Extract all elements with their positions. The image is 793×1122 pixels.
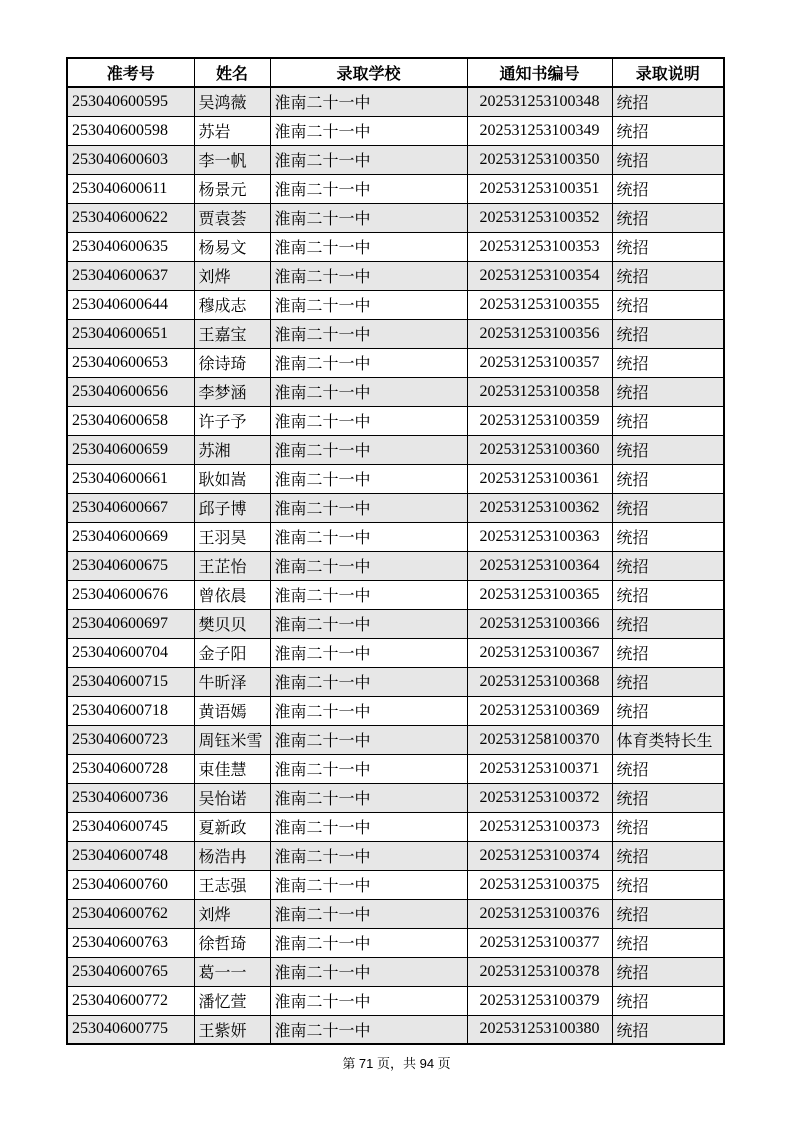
cell-exam-number: 253040600765: [67, 957, 194, 986]
table-row: [67, 609, 724, 638]
cell-name: 邱子博: [194, 493, 270, 522]
cell-exam-number: 253040600718: [67, 696, 194, 725]
cell-notice-number: 202531253100357: [467, 348, 612, 377]
cell-notice-number: 202531253100356: [467, 319, 612, 348]
cell-admission-type: 体育类特长生: [612, 725, 724, 754]
cell-admission-type: 统招: [612, 667, 724, 696]
table-row: [67, 667, 724, 696]
cell-name: 杨易文: [194, 232, 270, 261]
cell-admission-type: 统招: [612, 609, 724, 638]
cell-notice-number: 202531253100351: [467, 174, 612, 203]
cell-school: 淮南二十一中: [270, 377, 467, 406]
cell-name: 李一帆: [194, 145, 270, 174]
table-body: [67, 87, 724, 1044]
table-row: [67, 725, 724, 754]
cell-school: 淮南二十一中: [270, 928, 467, 957]
table-row: [67, 435, 724, 464]
cell-admission-type: 统招: [612, 986, 724, 1015]
cell-admission-type: 统招: [612, 580, 724, 609]
cell-notice-number: 202531253100362: [467, 493, 612, 522]
cell-school: 淮南二十一中: [270, 261, 467, 290]
cell-exam-number: 253040600676: [67, 580, 194, 609]
cell-exam-number: 253040600736: [67, 783, 194, 812]
cell-school: 淮南二十一中: [270, 406, 467, 435]
cell-exam-number: 253040600635: [67, 232, 194, 261]
table-row: [67, 87, 724, 116]
table-row: [67, 928, 724, 957]
cell-notice-number: 202531253100374: [467, 841, 612, 870]
cell-admission-type: 统招: [612, 435, 724, 464]
cell-name: 曾依晨: [194, 580, 270, 609]
table-row: [67, 174, 724, 203]
cell-name: 周钰米雪: [194, 725, 270, 754]
cell-admission-type: 统招: [612, 377, 724, 406]
cell-school: 淮南二十一中: [270, 435, 467, 464]
cell-admission-type: 统招: [612, 1015, 724, 1044]
cell-exam-number: 253040600659: [67, 435, 194, 464]
table-row: [67, 580, 724, 609]
cell-admission-type: 统招: [612, 116, 724, 145]
cell-admission-type: 统招: [612, 290, 724, 319]
col-header-exam-number: 准考号: [67, 58, 194, 87]
cell-notice-number: 202531253100376: [467, 899, 612, 928]
table-row: [67, 551, 724, 580]
table-row: [67, 406, 724, 435]
cell-school: 淮南二十一中: [270, 696, 467, 725]
cell-name: 贾袁荟: [194, 203, 270, 232]
table-row: [67, 493, 724, 522]
page-footer: 第 71 页，共 94 页: [342, 1056, 451, 1071]
cell-school: 淮南二十一中: [270, 754, 467, 783]
cell-school: 淮南二十一中: [270, 319, 467, 348]
cell-exam-number: 253040600723: [67, 725, 194, 754]
cell-admission-type: 统招: [612, 493, 724, 522]
cell-admission-type: 统招: [612, 783, 724, 812]
cell-school: 淮南二十一中: [270, 464, 467, 493]
cell-exam-number: 253040600651: [67, 319, 194, 348]
cell-exam-number: 253040600704: [67, 638, 194, 667]
cell-admission-type: 统招: [612, 696, 724, 725]
cell-admission-type: 统招: [612, 232, 724, 261]
table-row: [67, 812, 724, 841]
cell-exam-number: 253040600675: [67, 551, 194, 580]
cell-name: 杨景元: [194, 174, 270, 203]
cell-notice-number: 202531253100359: [467, 406, 612, 435]
cell-admission-type: 统招: [612, 261, 724, 290]
table-row: [67, 464, 724, 493]
cell-admission-type: 统招: [612, 319, 724, 348]
header-row: [67, 58, 724, 87]
cell-school: 淮南二十一中: [270, 174, 467, 203]
cell-school: 淮南二十一中: [270, 348, 467, 377]
cell-name: 刘烨: [194, 261, 270, 290]
cell-school: 淮南二十一中: [270, 638, 467, 667]
cell-notice-number: 202531253100352: [467, 203, 612, 232]
cell-exam-number: 253040600667: [67, 493, 194, 522]
cell-name: 刘烨: [194, 899, 270, 928]
cell-admission-type: 统招: [612, 87, 724, 116]
cell-school: 淮南二十一中: [270, 203, 467, 232]
cell-name: 穆成志: [194, 290, 270, 319]
cell-exam-number: 253040600653: [67, 348, 194, 377]
cell-notice-number: 202531253100369: [467, 696, 612, 725]
cell-school: 淮南二十一中: [270, 783, 467, 812]
cell-school: 淮南二十一中: [270, 493, 467, 522]
cell-exam-number: 253040600760: [67, 870, 194, 899]
cell-exam-number: 253040600772: [67, 986, 194, 1015]
cell-admission-type: 统招: [612, 406, 724, 435]
cell-exam-number: 253040600611: [67, 174, 194, 203]
table-row: [67, 841, 724, 870]
cell-school: 淮南二十一中: [270, 116, 467, 145]
cell-name: 王嘉宝: [194, 319, 270, 348]
cell-notice-number: 202531253100354: [467, 261, 612, 290]
cell-notice-number: 202531253100365: [467, 580, 612, 609]
cell-notice-number: 202531253100378: [467, 957, 612, 986]
cell-school: 淮南二十一中: [270, 870, 467, 899]
cell-exam-number: 253040600745: [67, 812, 194, 841]
cell-notice-number: 202531253100361: [467, 464, 612, 493]
cell-school: 淮南二十一中: [270, 986, 467, 1015]
cell-exam-number: 253040600661: [67, 464, 194, 493]
cell-name: 王芷怡: [194, 551, 270, 580]
cell-notice-number: 202531253100355: [467, 290, 612, 319]
cell-notice-number: 202531253100358: [467, 377, 612, 406]
cell-admission-type: 统招: [612, 841, 724, 870]
cell-name: 王紫妍: [194, 1015, 270, 1044]
cell-notice-number: 202531253100348: [467, 87, 612, 116]
cell-admission-type: 统招: [612, 812, 724, 841]
cell-admission-type: 统招: [612, 957, 724, 986]
cell-notice-number: 202531253100350: [467, 145, 612, 174]
table-row: [67, 145, 724, 174]
cell-notice-number: 202531253100360: [467, 435, 612, 464]
cell-name: 吴怡诺: [194, 783, 270, 812]
table-row: [67, 116, 724, 145]
table-row: [67, 348, 724, 377]
admission-table: [66, 57, 725, 1045]
col-header-name: 姓名: [194, 58, 270, 87]
cell-notice-number: 202531253100373: [467, 812, 612, 841]
cell-school: 淮南二十一中: [270, 87, 467, 116]
cell-admission-type: 统招: [612, 203, 724, 232]
cell-name: 李梦涵: [194, 377, 270, 406]
table-row: [67, 986, 724, 1015]
cell-exam-number: 253040600697: [67, 609, 194, 638]
cell-name: 杨浩冉: [194, 841, 270, 870]
cell-notice-number: 202531253100377: [467, 928, 612, 957]
cell-school: 淮南二十一中: [270, 290, 467, 319]
cell-notice-number: 202531253100353: [467, 232, 612, 261]
cell-name: 徐诗琦: [194, 348, 270, 377]
cell-admission-type: 统招: [612, 551, 724, 580]
cell-school: 淮南二十一中: [270, 145, 467, 174]
cell-admission-type: 统招: [612, 899, 724, 928]
cell-admission-type: 统招: [612, 145, 724, 174]
cell-exam-number: 253040600622: [67, 203, 194, 232]
cell-notice-number: 202531258100370: [467, 725, 612, 754]
cell-exam-number: 253040600644: [67, 290, 194, 319]
cell-school: 淮南二十一中: [270, 841, 467, 870]
cell-school: 淮南二十一中: [270, 609, 467, 638]
table-row: [67, 232, 724, 261]
cell-school: 淮南二十一中: [270, 725, 467, 754]
cell-school: 淮南二十一中: [270, 812, 467, 841]
cell-admission-type: 统招: [612, 928, 724, 957]
cell-notice-number: 202531253100364: [467, 551, 612, 580]
col-header-school: 录取学校: [270, 58, 467, 87]
cell-school: 淮南二十一中: [270, 1015, 467, 1044]
cell-exam-number: 253040600762: [67, 899, 194, 928]
col-header-notice-number: 通知书编号: [467, 58, 612, 87]
cell-notice-number: 202531253100380: [467, 1015, 612, 1044]
table-row: [67, 870, 724, 899]
col-header-admission-type: 录取说明: [612, 58, 724, 87]
cell-admission-type: 统招: [612, 522, 724, 551]
table-row: [67, 377, 724, 406]
table-row: [67, 261, 724, 290]
cell-notice-number: 202531253100372: [467, 783, 612, 812]
cell-admission-type: 统招: [612, 754, 724, 783]
cell-name: 许子予: [194, 406, 270, 435]
cell-name: 夏新政: [194, 812, 270, 841]
cell-school: 淮南二十一中: [270, 522, 467, 551]
cell-exam-number: 253040600595: [67, 87, 194, 116]
cell-name: 苏岩: [194, 116, 270, 145]
cell-exam-number: 253040600603: [67, 145, 194, 174]
cell-admission-type: 统招: [612, 638, 724, 667]
table-row: [67, 754, 724, 783]
cell-name: 徐哲琦: [194, 928, 270, 957]
cell-exam-number: 253040600637: [67, 261, 194, 290]
table-row: [67, 899, 724, 928]
table-row: [67, 1015, 724, 1044]
cell-admission-type: 统招: [612, 870, 724, 899]
cell-name: 黄语嫣: [194, 696, 270, 725]
cell-admission-type: 统招: [612, 174, 724, 203]
cell-name: 王志强: [194, 870, 270, 899]
cell-admission-type: 统招: [612, 348, 724, 377]
cell-school: 淮南二十一中: [270, 551, 467, 580]
cell-exam-number: 253040600763: [67, 928, 194, 957]
cell-school: 淮南二十一中: [270, 899, 467, 928]
table-row: [67, 783, 724, 812]
table-row: [67, 522, 724, 551]
cell-name: 束佳慧: [194, 754, 270, 783]
cell-name: 耿如嵩: [194, 464, 270, 493]
table-row: [67, 319, 724, 348]
cell-school: 淮南二十一中: [270, 667, 467, 696]
cell-notice-number: 202531253100349: [467, 116, 612, 145]
cell-exam-number: 253040600658: [67, 406, 194, 435]
table-row: [67, 290, 724, 319]
cell-name: 潘忆萱: [194, 986, 270, 1015]
table-row: [67, 203, 724, 232]
cell-notice-number: 202531253100368: [467, 667, 612, 696]
cell-notice-number: 202531253100367: [467, 638, 612, 667]
cell-name: 王羽昊: [194, 522, 270, 551]
cell-notice-number: 202531253100366: [467, 609, 612, 638]
cell-notice-number: 202531253100371: [467, 754, 612, 783]
table-header: [67, 58, 724, 87]
cell-school: 淮南二十一中: [270, 957, 467, 986]
cell-exam-number: 253040600748: [67, 841, 194, 870]
cell-name: 吴鸿薇: [194, 87, 270, 116]
cell-admission-type: 统招: [612, 464, 724, 493]
table-row: [67, 957, 724, 986]
table-row: [67, 638, 724, 667]
cell-notice-number: 202531253100379: [467, 986, 612, 1015]
cell-exam-number: 253040600715: [67, 667, 194, 696]
cell-name: 牛昕泽: [194, 667, 270, 696]
cell-exam-number: 253040600656: [67, 377, 194, 406]
cell-name: 樊贝贝: [194, 609, 270, 638]
cell-name: 金子阳: [194, 638, 270, 667]
cell-notice-number: 202531253100375: [467, 870, 612, 899]
cell-name: 苏湘: [194, 435, 270, 464]
cell-notice-number: 202531253100363: [467, 522, 612, 551]
cell-name: 葛一一: [194, 957, 270, 986]
cell-school: 淮南二十一中: [270, 580, 467, 609]
cell-exam-number: 253040600775: [67, 1015, 194, 1044]
table-row: [67, 696, 724, 725]
cell-exam-number: 253040600669: [67, 522, 194, 551]
cell-exam-number: 253040600598: [67, 116, 194, 145]
cell-school: 淮南二十一中: [270, 232, 467, 261]
cell-exam-number: 253040600728: [67, 754, 194, 783]
